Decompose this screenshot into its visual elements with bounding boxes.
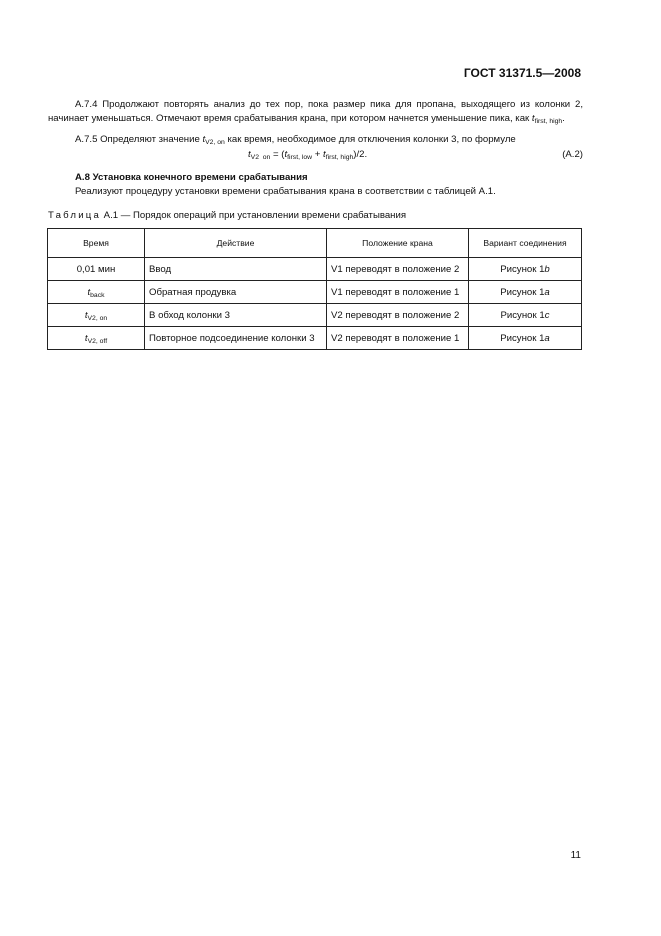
cell-position: V1 переводят в положение 1 [327,281,469,304]
math-subscript: first, low [287,154,313,161]
header-position: Положение крана [327,229,469,258]
document-code: ГОСТ 31371.5—2008 [463,66,581,80]
cell-time: 0,01 мин [48,258,145,281]
cell-variant [469,304,582,327]
variant-text: Рисунок 1 [500,286,545,298]
math-subscript: V2, off [87,337,108,345]
math-subscript: V2 on [250,154,271,161]
paragraph-number: А.7.5 [75,134,98,145]
cell-variant [469,258,582,281]
math-symbol: t [84,332,88,344]
paragraph-end: . [562,113,565,124]
operations-table [47,228,582,350]
math-symbol: t [248,149,251,160]
math-operator: )/2. [353,149,368,160]
cell-action: Ввод [145,258,327,281]
formula-a2 [248,149,367,160]
cell-position: V2 переводят в положение 2 [327,304,469,327]
cell-action: В обход колонки 3 [145,304,327,327]
paragraph-a8: Реализуют процедуру установки времени срабатывания крана в соответствии с таблицей А.1. [75,186,496,197]
paragraph-text: Определяют значение [100,134,203,145]
math-subscript: back [90,291,105,299]
table-caption [48,210,406,221]
math-symbol: t [531,113,535,124]
header-variant: Вариант соединения [469,229,582,258]
variant-letter: a [544,286,550,298]
table-row [48,281,582,304]
table-caption-text: А.1 — Порядок операций при установлении времени срабатывания [101,210,407,221]
math-subscript: first, high [534,118,563,125]
math-symbol: t [284,149,288,160]
section-heading-a8: А.8 Установка конечного времени срабатывания [75,172,308,183]
math-subscript: V2, on [87,314,108,322]
table-row [48,304,582,327]
table-row [48,258,582,281]
header-action: Действие [145,229,327,258]
variant-letter: a [544,332,550,344]
math-subscript: V2, on [205,139,225,146]
math-symbol: t [84,309,88,321]
formula-number: (А.2) [562,149,583,160]
variant-letter: b [544,263,550,275]
table-header-row [48,229,582,258]
header-time: Время [48,229,145,258]
variant-letter: c [544,309,550,321]
variant-text: Рисунок 1 [500,332,545,344]
cell-action: Повторное подсоединение колонки 3 [145,327,327,350]
math-subscript: first, high [325,154,354,161]
paragraph-a7-5 [48,133,583,147]
cell-time [48,327,145,350]
math-operator: + [312,149,324,160]
table-row [48,327,582,350]
variant-text: Рисунок 1 [500,309,545,321]
math-symbol: t [323,149,326,160]
page-number: 11 [570,850,581,861]
variant-text: Рисунок 1 [500,263,545,275]
paragraph-a7-4 [48,98,583,126]
cell-variant [469,327,582,350]
paragraph-text: Продолжают повторять анализ до тех пор, пока размер пика для пропана, выходящего из колонки 2, начинает уменьшаться. Отмечают время срабатывания крана, при котором начнется уменьшение пика, как [48,99,583,124]
paragraph-number: А.7.4 [75,99,98,110]
cell-action: Обратная продувка [145,281,327,304]
cell-time [48,304,145,327]
paragraph-text-tail: как время, необходимое для отключения колонки 3, по формуле [224,134,516,145]
math-operator: = ( [270,149,285,160]
table-caption-label: Таблица [48,210,102,221]
cell-position: V2 переводят в положение 1 [327,327,469,350]
math-symbol: t [87,286,91,298]
math-symbol: t [202,134,206,145]
cell-position: V1 переводят в положение 2 [327,258,469,281]
cell-variant [469,281,582,304]
cell-time [48,281,145,304]
